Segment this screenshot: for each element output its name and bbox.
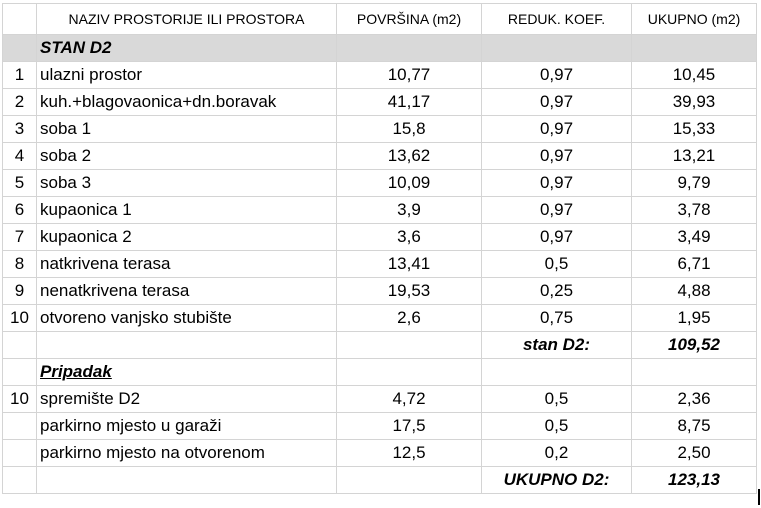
row-coef: 0,2: [482, 440, 632, 467]
table-row: [3, 224, 757, 251]
table-row: [3, 89, 757, 116]
header-total: UKUPNO (m2): [632, 4, 757, 35]
row-index: [3, 440, 37, 467]
header-area: POVRŠINA (m2): [337, 4, 482, 35]
row-coef: 0,97: [482, 197, 632, 224]
area-table: [2, 3, 757, 494]
row-index: 3: [3, 116, 37, 143]
row-name: soba 1: [37, 116, 337, 143]
row-coef: 0,25: [482, 278, 632, 305]
row-name: parkirno mjesto u garaži: [37, 413, 337, 440]
row-name: natkrivena terasa: [37, 251, 337, 278]
table-row: [3, 62, 757, 89]
row-area: 15,8: [337, 116, 482, 143]
row-area: 10,09: [337, 170, 482, 197]
table-row: [3, 170, 757, 197]
total-value: 123,13: [632, 467, 757, 494]
row-coef: 0,97: [482, 116, 632, 143]
total-row: [3, 467, 757, 494]
row-name: parkirno mjesto na otvorenom: [37, 440, 337, 467]
row-total: 8,75: [632, 413, 757, 440]
row-total: 2,50: [632, 440, 757, 467]
row-index: [3, 413, 37, 440]
subtotal-label: stan D2:: [482, 332, 632, 359]
table-row: [3, 278, 757, 305]
row-coef: 0,97: [482, 224, 632, 251]
row-area: 3,6: [337, 224, 482, 251]
row-area: 4,72: [337, 386, 482, 413]
table-row: [3, 116, 757, 143]
section-title-row: [3, 359, 757, 386]
row-index: 4: [3, 143, 37, 170]
row-name: otvoreno vanjsko stubište: [37, 305, 337, 332]
table-row: [3, 305, 757, 332]
row-index: 5: [3, 170, 37, 197]
row-area: 12,5: [337, 440, 482, 467]
row-area: 10,77: [337, 62, 482, 89]
row-coef: 0,97: [482, 62, 632, 89]
row-total: 15,33: [632, 116, 757, 143]
header-name: NAZIV PROSTORIJE ILI PROSTORA: [37, 4, 337, 35]
row-total: 3,78: [632, 197, 757, 224]
row-name: kupaonica 2: [37, 224, 337, 251]
table-row: [3, 251, 757, 278]
row-area: 13,41: [337, 251, 482, 278]
row-index: 10: [3, 386, 37, 413]
row-index: 10: [3, 305, 37, 332]
row-name: kuh.+blagovaonica+dn.boravak: [37, 89, 337, 116]
row-coef: 0,97: [482, 89, 632, 116]
row-name: nenatkrivena terasa: [37, 278, 337, 305]
header-index: [3, 4, 37, 35]
header-coef: REDUK. KOEF.: [482, 4, 632, 35]
row-index: 1: [3, 62, 37, 89]
row-coef: 0,5: [482, 413, 632, 440]
row-coef: 0,5: [482, 251, 632, 278]
row-coef: 0,5: [482, 386, 632, 413]
row-index: 7: [3, 224, 37, 251]
row-total: 4,88: [632, 278, 757, 305]
row-name: ulazni prostor: [37, 62, 337, 89]
row-area: 17,5: [337, 413, 482, 440]
row-total: 6,71: [632, 251, 757, 278]
section-title-pripadak: Pripadak: [37, 359, 337, 386]
row-total: 3,49: [632, 224, 757, 251]
row-coef: 0,97: [482, 170, 632, 197]
row-total: 1,95: [632, 305, 757, 332]
section-title-row: [3, 35, 757, 62]
row-index: 8: [3, 251, 37, 278]
row-total: 13,21: [632, 143, 757, 170]
row-coef: 0,75: [482, 305, 632, 332]
row-area: 2,6: [337, 305, 482, 332]
row-area: 3,9: [337, 197, 482, 224]
table-row: [3, 197, 757, 224]
table-row: [3, 413, 757, 440]
table-row: [3, 143, 757, 170]
row-total: 39,93: [632, 89, 757, 116]
row-name: soba 3: [37, 170, 337, 197]
row-total: 2,36: [632, 386, 757, 413]
row-total: 10,45: [632, 62, 757, 89]
row-index: 6: [3, 197, 37, 224]
header-row: [3, 4, 757, 35]
table-row: [3, 440, 757, 467]
row-index: 9: [3, 278, 37, 305]
row-area: 19,53: [337, 278, 482, 305]
row-name: spremište D2: [37, 386, 337, 413]
total-label: UKUPNO D2:: [482, 467, 632, 494]
subtotal-value: 109,52: [632, 332, 757, 359]
row-name: soba 2: [37, 143, 337, 170]
row-coef: 0,97: [482, 143, 632, 170]
cursor-mark: [758, 489, 760, 505]
row-area: 13,62: [337, 143, 482, 170]
table-row: [3, 386, 757, 413]
row-total: 9,79: [632, 170, 757, 197]
section-title-stan: STAN D2: [37, 35, 337, 62]
row-name: kupaonica 1: [37, 197, 337, 224]
row-area: 41,17: [337, 89, 482, 116]
row-index: 2: [3, 89, 37, 116]
subtotal-row: [3, 332, 757, 359]
